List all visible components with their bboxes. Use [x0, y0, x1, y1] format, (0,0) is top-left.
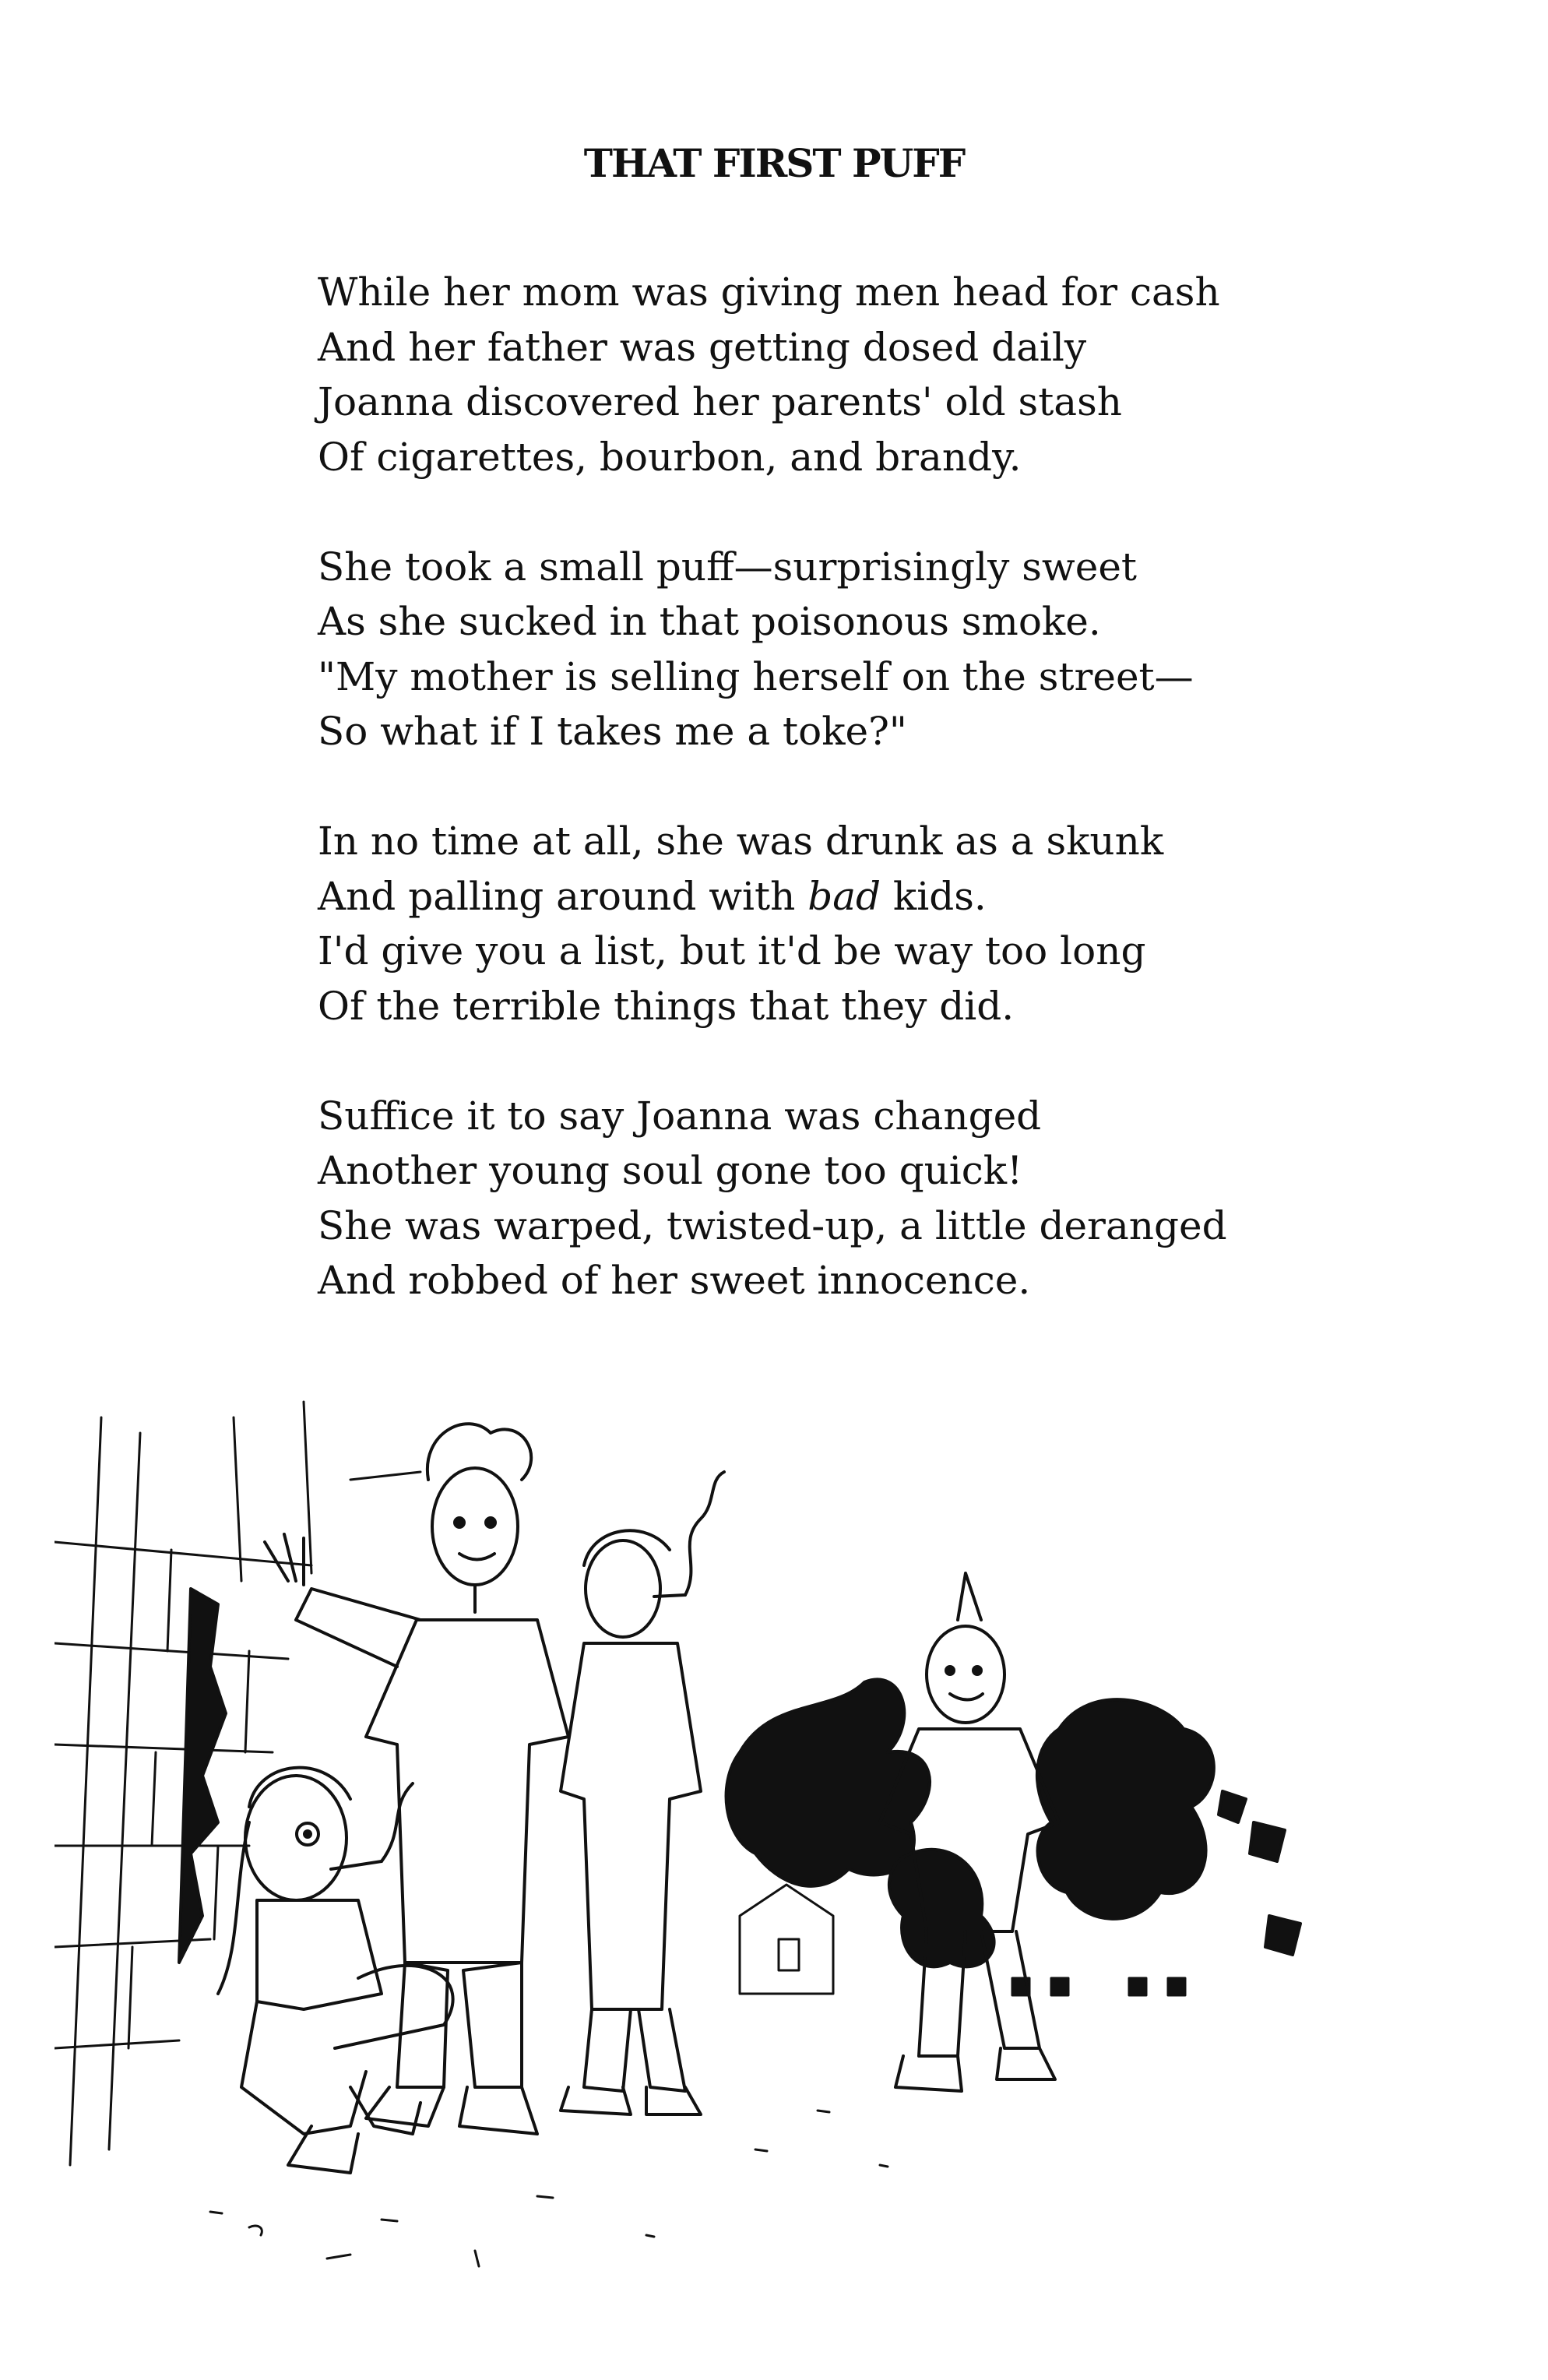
poem-line: As she sucked in that poisonous smoke. [318, 599, 1101, 644]
poem-body [318, 265, 1408, 1363]
stanza-2 [318, 540, 1408, 759]
poem-line: "My mother is selling herself on the street— [318, 653, 1194, 699]
poem-line: Of cigarettes, bourbon, and brandy. [318, 434, 1022, 480]
stanza-1 [318, 265, 1408, 484]
poem-line: Of the terrible things that they did. [318, 983, 1015, 1029]
poem-line: So what if I takes me a toke?" [318, 709, 907, 754]
poem-title: THAT FIRST PUFF [583, 140, 965, 186]
poem-line [318, 869, 1408, 924]
stanza-4 [318, 1089, 1408, 1308]
emphasis-text: bad [807, 873, 881, 919]
teens-smoking-illustration [55, 1386, 1347, 2305]
seated-girl-figure [218, 1768, 453, 2173]
poem-line: I'd give you a list, but it'd be way too long [318, 928, 1146, 973]
poem-line: She took a small puff—surprisingly sweet [318, 544, 1138, 590]
poem-line: Another young soul gone too quick! [318, 1148, 1023, 1193]
poem-line: While her mom was giving men head for cash [318, 269, 1220, 315]
brick-wall [55, 1402, 420, 2165]
poem-line: And her father was getting dosed daily [318, 324, 1087, 370]
stanza-3 [318, 814, 1408, 1033]
hooded-teen-figure [561, 1472, 724, 2114]
poem-line: In no time at all, she was drunk as a skunk [318, 819, 1164, 864]
line-text: And palling around with [318, 873, 808, 919]
poem-line: And robbed of her sweet innocence. [318, 1258, 1031, 1303]
line-text: kids. [881, 873, 987, 919]
poem-line: Suffice it to say Joanna was changed [318, 1093, 1042, 1139]
poem-line: She was warped, twisted-up, a little deranged [318, 1202, 1227, 1248]
wall-shadow [179, 1589, 226, 1963]
walking-teen-figure [880, 1573, 1059, 2091]
poem-line: Joanna discovered her parents' old stash [318, 379, 1122, 424]
